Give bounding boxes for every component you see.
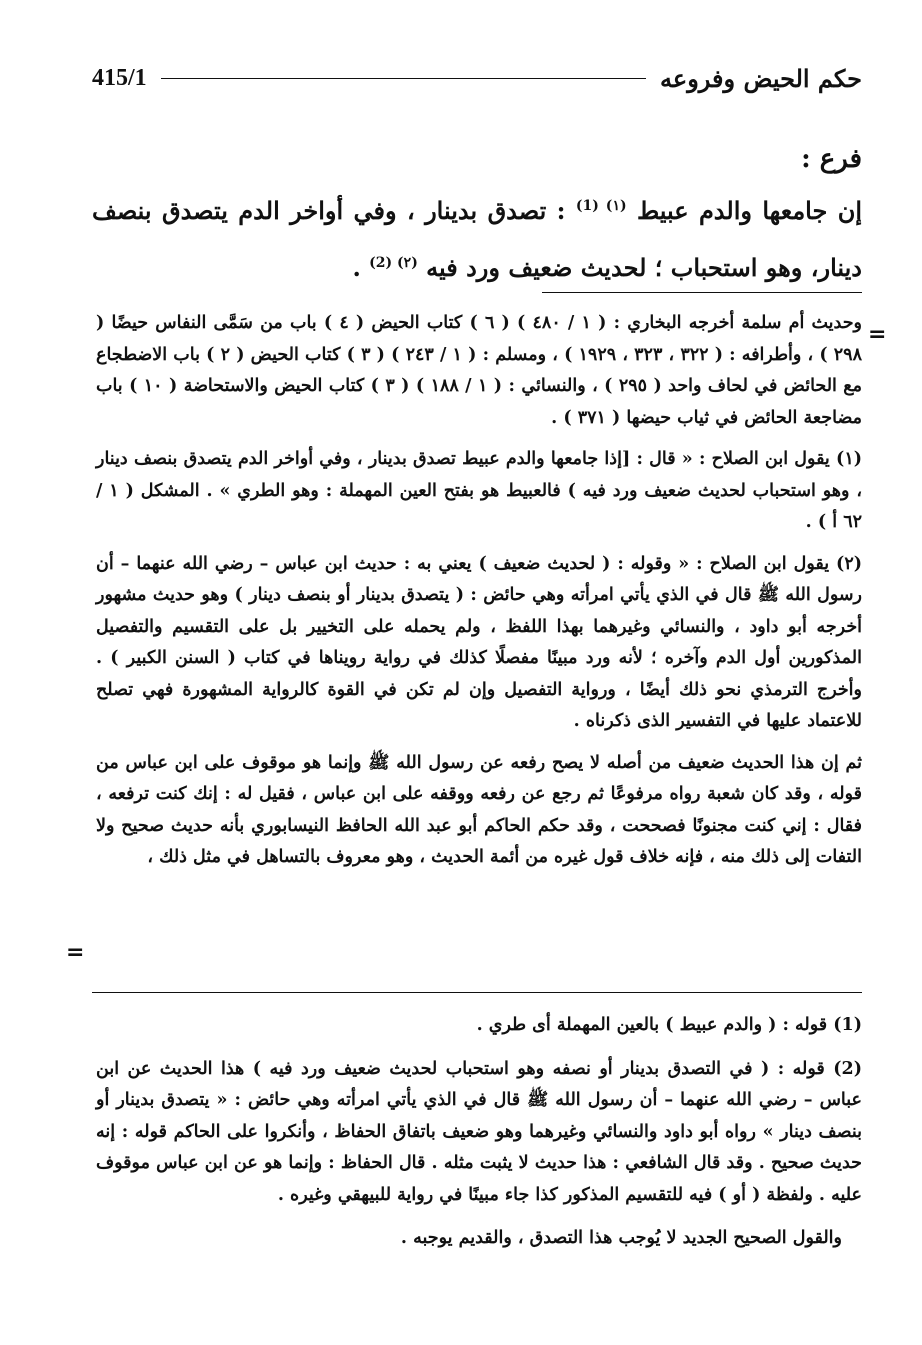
continuation-mark-start: = bbox=[868, 322, 887, 347]
main-text-part-1: إن جامعها والدم عبيط bbox=[636, 196, 862, 225]
footnote-continuation: وحديث أم سلمة أخرجه البخاري : ( ١ / ٤٨٠ ) ( ٦ ) كتاب الحيض ( ٤ ) باب من سَمَّى النفاس حيضًا ( ٢٩٨ ) ، وأطرافه : ( ٣٢٢ ، ٣٢٣ ، ١٩٢٩ ) ، ومسلم : ( ١ / ٢٤٣ ) ( ٣ ) كتاب الحيض ( ٢ ) باب الاضطجاع مع الحائض في لحاف واحد ( ٢٩٥ ) ، والنسائي : ( ١ / ١٨٨ ) ( ٣ ) كتاب الحيض والاستحاضة ( ١٠ ) باب مضاجعة الحائض في ثياب حيضها ( ٣٧١ ) . bbox=[96, 313, 863, 428]
continuation-mark-end: = bbox=[66, 940, 85, 965]
commentary-note-1: (1) قوله : ( والدم عبيط ) بالعين المهملة أى طري . bbox=[476, 1015, 862, 1035]
footnote-ref-1: (١) (1) bbox=[575, 198, 627, 214]
footnote-2: (٢) يقول ابن الصلاح : « وقوله : ( لحديث ضعيف ) يعني به : حديث ابن عباس – رضي الله عنهما – أن رسول الله ﷺ قال في الذي يأتي امرأته وهي حائض : ( يتصدق بدينار أو بنصف دينار ) وهو حديث مشهور أخرجه أبو داود ، والنسائي وغيرهما بهذا اللفظ ، ولم يحمله على التخيير بل على التقسيم والتفصيل المذكورين أول الدم وآخره ؛ لأنه ورد مبينًا مفصلًا كذلك في رواية رويناها في كتاب ( السنن الكبير ) . وأخرج الترمذي نحو ذلك أيضًا ، ورواية التفصيل وإن لم تكن في القوة كالرواية المشهورة فهي تصلح للاعتماد عليها في التفسير الذى ذكرناه . bbox=[96, 553, 862, 731]
editor-footnotes bbox=[96, 308, 862, 884]
footnote-2-continued: ثم إن هذا الحديث ضعيف من أصله لا يصح رفعه عن رسول الله ﷺ وإنما هو موقوف على ابن عباس من قوله ، وقد كان شعبة رواه مرفوعًا ثم رجع عن رفعه ووقفه على ابن عباس ، فقيل له : إنك كنت ترفعه ، فقال : إني كنت مجنونًا فصححت ، وقد حكم الحاكم أبو عبد الله الحافظ النيسابوري بأنه حديث صحيح ولا التفات إلى ذلك منه ، فإنه خلاف قول غيره من أئمة الحديث ، وهو معروف بالتساهل في مثل ذلك ، bbox=[96, 752, 862, 867]
main-paragraph bbox=[92, 180, 862, 294]
commentary-note-2: (2) قوله : ( في التصدق بدينار أو نصفه وهو استحباب لحديث ضعيف ورد فيه ) هذا الحديث عن ابن عباس – رضي الله عنهما – أن رسول الله ﷺ قال في الذي يأتي امرأته وهي حائض : « يتصدق بدينار أو بنصف دينار » رواه أبو داود والنسائي وغيرهما وهو ضعيف باتفاق الحفاظ ، وأنكروا على الحاكم قوله : إنه حديث صحيح . وقد قال الشافعي : هذا حديث لا يثبت مثله . قال الحفاظ : وإنما هو عن ابن عباس موقوف عليه . ولفظة ( أو ) فيه للتقسيم المذكور كذا جاء مبينًا في رواية للبيهقي وغيره . bbox=[96, 1058, 862, 1205]
footnote-separator-full bbox=[92, 992, 862, 993]
section-heading: فرع : bbox=[801, 144, 862, 174]
main-text-part-2: : تصدق بدينار ، وفي أواخر الدم يتصدق بنصف دينار، وهو استحباب ؛ لحديث ضعيف ورد فيه bbox=[92, 196, 862, 282]
main-text-block bbox=[92, 130, 862, 294]
running-header bbox=[92, 58, 862, 98]
page-number: 415/1 bbox=[92, 64, 147, 91]
footnote-ref-2: (٢) (2) bbox=[369, 255, 418, 271]
closing-statement: والقول الصحيح الجديد لا يُوجب هذا التصدق ، والقديم يوجبه . bbox=[400, 1228, 842, 1248]
running-title: حكم الحيض وفروعه bbox=[660, 63, 862, 93]
main-text-end: . bbox=[352, 253, 361, 282]
commentary-footnotes bbox=[96, 1010, 862, 1255]
footnote-separator-short bbox=[542, 292, 862, 293]
header-rule bbox=[161, 78, 646, 79]
footnote-1: (١) يقول ابن الصلاح : « قال : [إذا جامعها والدم عبيط تصدق بدينار ، وفي أواخر الدم يتصدق بنصف دينار ، وهو استحباب لحديث ضعيف ورد فيه ) فالعبيط هو بفتح العين المهملة : وهو الطري » . المشكل ( ١ / ٦٢ أ ) . bbox=[96, 449, 863, 532]
